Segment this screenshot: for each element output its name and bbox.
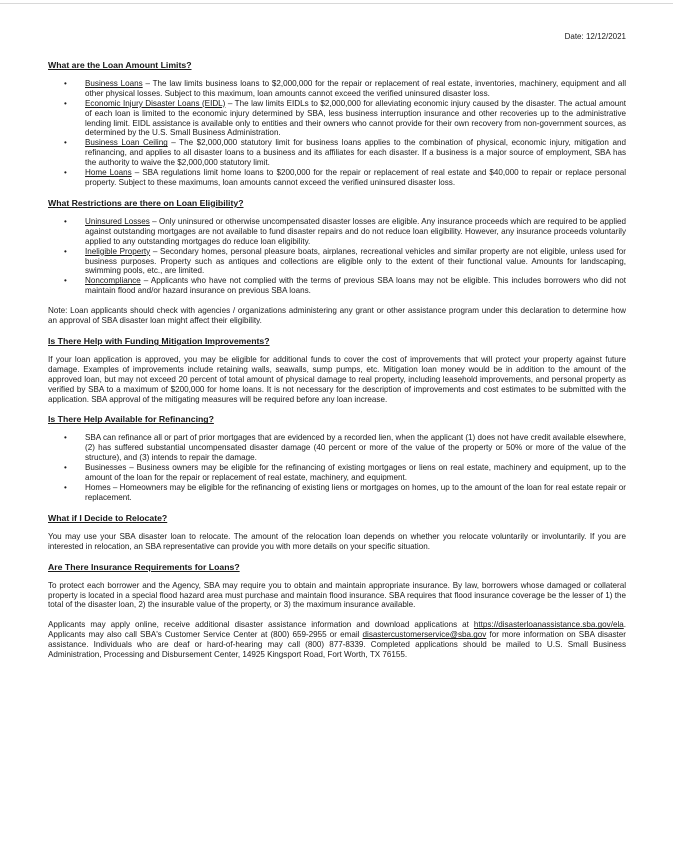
list-item <box>85 247 626 277</box>
item-text: – SBA regulations limit home loans to $200,000 for the repair or replacement of real estate and $40,000 to repair or replace personal property. Subject to these maximums, loan amounts cannot exceed the verified uninsured disaster loss. <box>85 168 626 187</box>
heading-insurance: Are There Insurance Requirements for Loans? <box>48 561 240 572</box>
document-date: Date: 12/12/2021 <box>564 32 626 41</box>
application-link[interactable]: https://disasterloanassistance.sba.gov/ela <box>473 620 624 630</box>
heading-loan-limits: What are the Loan Amount Limits? <box>48 59 192 70</box>
refinancing-list <box>48 433 626 502</box>
item-text: – The $2,000,000 statutory limit for business loans applies to the combination of physical, economic injury, mitigation and refinancing, and applies to all disaster loans to a business and its affiliates for each disaster. If a business is a major source of employment, SBA has the authority to waive the $2,000,000 statutory limit. <box>85 138 626 168</box>
list-item <box>85 276 626 296</box>
term-eidl: Economic Injury Disaster Loans (EIDL) <box>85 98 226 108</box>
customer-service-email-link[interactable]: disastercustomerservice@sba.gov <box>362 630 487 640</box>
item-text: – Secondary homes, personal pleasure boats, airplanes, recreational vehicles and similar property are not eligible, unless used for business purposes. Property such as antiques and collections are eligible only to the extent of their functional value. Amounts for landscaping, swimming pools, etc., are limited. <box>85 246 626 276</box>
relocate-paragraph: You may use your SBA disaster loan to relocate. The amount of the relocation loan depends on whether you relocate voluntarily or involuntarily. If you are interested in relocation, an SBA representative can provide you with more details on your specific situation. <box>48 531 626 551</box>
insurance-paragraph: To protect each borrower and the Agency, SBA may require you to obtain and maintain appropriate insurance. By law, borrowers whose damaged or collateral property is located in a special flood hazard area must purchase and maintain flood insurance. SBA requires that flood insurance coverage be the lesser of 1) the total of the disaster loan, 2) the insurable value of the property, or 3) the maximum insurance available. <box>48 580 626 610</box>
restrictions-list <box>48 217 626 296</box>
apply-text-3: for more information on SBA disaster assistance. Individuals who are deaf or hard-of-hearing may call (800) 877-8339. Completed applications should be mailed to U.S. Small Business Administration, Processing and Disbursement Center, 14925 Kingsport Road, Fort Worth, TX 76155. <box>48 630 626 660</box>
heading-restrictions: What Restrictions are there on Loan Eligibility? <box>48 197 244 208</box>
list-item <box>85 217 626 247</box>
list-item <box>85 99 626 139</box>
list-item: • Homes – Homeowners may be eligible for the refinancing of existing liens or mortgages on homes, up to the amount of the loan for real estate repair or replacement. <box>85 483 626 503</box>
apply-text-1: Applicants may apply online, receive additional disaster assistance information and download applications at <box>48 620 474 630</box>
item-text: – The law limits business loans to $2,000,000 for the repair or replacement of real estate, inventories, machinery, equipment and all other physical losses. Subject to this maximum, loan amounts cannot exceed the verified uninsured disaster loss. <box>85 78 626 98</box>
document-page <box>48 32 626 670</box>
term-ineligible-property: Ineligible Property <box>85 246 151 256</box>
item-text: – The law limits EIDLs to $2,000,000 for alleviating economic injury caused by the disaster. The actual amount of each loan is limited to the economic injury determined by SBA, less business interruption insurance and other recoveries up to the administrative lending limit. EIDL assistance is available only to entities and their owners who cannot provide for their own recovery from non-government sources, as determined by the U.S. Small Business Administration. <box>85 98 626 138</box>
term-home-loans: Home Loans <box>85 168 132 178</box>
note-paragraph: Note: Loan applicants should check with agencies / organizations administering any grant or other assistance program under this declaration to determine how an approval of SBA disaster loan might affect their eligibility. <box>48 306 626 326</box>
heading-refinancing: Is There Help Available for Refinancing? <box>48 414 214 425</box>
term-business-loans: Business Loans <box>85 78 143 88</box>
item-text: – Applicants who have not complied with the terms of previous SBA loans may not be eligible. This includes borrowers who did not maintain flood and/or hazard insurance on previous SBA loans. <box>85 276 626 296</box>
list-item <box>85 138 626 168</box>
term-noncompliance: Noncompliance <box>85 276 141 286</box>
apply-paragraph <box>48 620 626 660</box>
item-text: – Only uninsured or otherwise uncompensated disaster losses are eligible. Any insurance proceeds which are required to be applied against outstanding mortgages are not available to fund disaster repairs and do not reduce loan eligibility. However, any insurance proceeds voluntarily applied to any outstanding mortgages do reduce loan eligibility. <box>85 216 626 246</box>
heading-relocate: What if I Decide to Relocate? <box>48 512 168 523</box>
term-uninsured-losses: Uninsured Losses <box>85 216 150 226</box>
list-item: • Businesses – Business owners may be eligible for the refinancing of existing mortgages or liens on real estate, machinery and equipment, up to the amount of the loan for the repair or replacement of real estate, machinery, and equipment. <box>85 463 626 483</box>
list-item: • SBA can refinance all or part of prior mortgages that are evidenced by a recorded lien, when the applicant (1) does not have credit available elsewhere, (2) has suffered substantial uncompensated disaster damage (40 percent or more of the value of the property or 50% or more of the value of the structure), and (3) intends to repair the damage. <box>85 433 626 463</box>
list-item <box>85 79 626 99</box>
apply-text-2: . Applicants may also call SBA's Customer Service Center at (800) 659-2955 or email <box>48 620 626 640</box>
list-item <box>85 168 626 188</box>
heading-mitigation: Is There Help with Funding Mitigation Improvements? <box>48 335 270 346</box>
mitigation-paragraph: If your loan application is approved, you may be eligible for additional funds to cover the cost of improvements that will protect your property against future damage. Examples of improvements include retaining walls, seawalls, sump pumps, etc. Mitigation loan money would be in addition to the amount of the approved loan, but may not exceed 20 percent of total amount of physical damage to real property, including leasehold improvements, and personal property as verified by SBA to a maximum of $200,000 for home loans. It is not necessary for the description of improvements and cost estimates to be submitted with the application. SBA approval of the mitigating measures will be required before any loan increase. <box>48 354 626 404</box>
term-business-loan-ceiling: Business Loan Ceiling <box>85 138 168 148</box>
page-top-edge <box>0 3 673 4</box>
loan-limits-list <box>48 79 626 188</box>
